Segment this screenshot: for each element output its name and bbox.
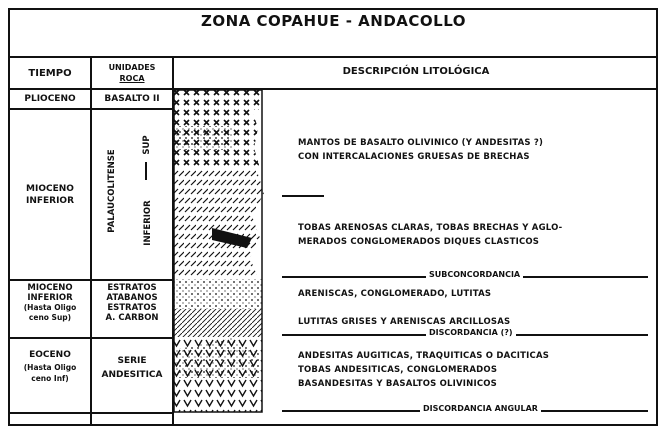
tiempo-eoceno: EOCENO: [29, 350, 71, 360]
unidad-palaucolitense: PALAUCOLITENSE: [107, 149, 117, 233]
tiempo-inferior-2: INFERIOR: [27, 293, 73, 303]
tiempo-hasta-oligo-1: (Hasta Oligo: [23, 303, 77, 312]
header-tiempo: TIEMPO: [28, 68, 72, 79]
desc-basandesitas: BASANDESITAS Y BASALTOS OLIVINICOS: [298, 379, 498, 389]
desc-tobas-andesiticas: TOBAS ANDESITICAS, CONGLOMERADOS: [298, 365, 498, 375]
tiempo-mioceno-1: MIOCENO: [26, 184, 74, 194]
litho-basalt-ii: [174, 90, 262, 110]
desc-tobas-1: TOBAS ARENOSAS CLARAS, TOBAS BRECHAS Y AGLO-: [298, 223, 563, 233]
tiempo-plioceno: PLIOCENO: [24, 94, 76, 104]
litho-shale: [174, 309, 262, 337]
unidad-serie: SERIE: [117, 356, 147, 366]
boundary-subconcordancia: SUBCONCORDANCIA: [426, 270, 523, 279]
litho-sandstone: [174, 279, 262, 309]
unidad-sup: SUP: [142, 135, 152, 155]
unidad-estratos-1: ESTRATOS: [107, 283, 157, 293]
desc-tobas-2: MERADOS CONGLOMERADOS DIQUES CLASTICOS: [298, 237, 540, 247]
unidad-divider: [145, 162, 147, 180]
header-descripcion: DESCRIPCIÓN LITOLÓGICA: [342, 66, 490, 77]
unidad-a-carbon: A. CARBON: [105, 313, 159, 323]
tiempo-mioceno-2: MIOCENO: [27, 283, 73, 293]
unidad-andesitica: ANDESITICA: [101, 370, 163, 380]
tiempo-ceno-inf: ceno Inf): [31, 374, 69, 383]
tiempo-ceno-sup: ceno Sup): [28, 313, 72, 322]
desc-areniscas: ARENISCAS, CONGLOMERADO, LUTITAS: [298, 289, 492, 299]
desc-basalto-2: CON INTERCALACIONES GRUESAS DE BRECHAS: [298, 152, 530, 162]
header-roca: ROCA: [119, 74, 145, 83]
unidad-estratos-2: ESTRATOS: [107, 303, 157, 313]
boundary-discordancia-angular: DISCORDANCIA ANGULAR: [420, 404, 541, 413]
desc-basalto-1: MANTOS DE BASALTO OLIVINICO (Y ANDESITAS ?): [298, 138, 544, 148]
boundary-discordancia: DISCORDANCIA (?): [426, 328, 516, 337]
rule-basalto-tuffs: [282, 195, 324, 197]
lithology-column: [172, 88, 282, 428]
page-title: ZONA COPAHUE - ANDACOLLO: [201, 12, 466, 30]
rule-under-title: [8, 56, 658, 58]
tiempo-inferior-1: INFERIOR: [25, 196, 75, 206]
litho-breccia-dots: [174, 126, 232, 150]
rule-under-header: [8, 88, 658, 90]
tiempo-hasta-oligo-2: (Hasta Oligo: [23, 363, 77, 372]
unidad-atabanos: ATABANOS: [106, 293, 158, 303]
header-unidades: UNIDADES: [108, 63, 156, 72]
desc-lutitas: LUTITAS GRISES Y ARENISCAS ARCILLOSAS: [298, 317, 511, 327]
litho-tuffs: [174, 168, 264, 278]
unidad-inferior: INFERIOR: [143, 200, 153, 246]
desc-andesitas: ANDESITAS AUGITICAS, TRAQUITICAS O DACITICAS: [298, 351, 550, 361]
unidad-basalto: BASALTO II: [104, 94, 160, 104]
